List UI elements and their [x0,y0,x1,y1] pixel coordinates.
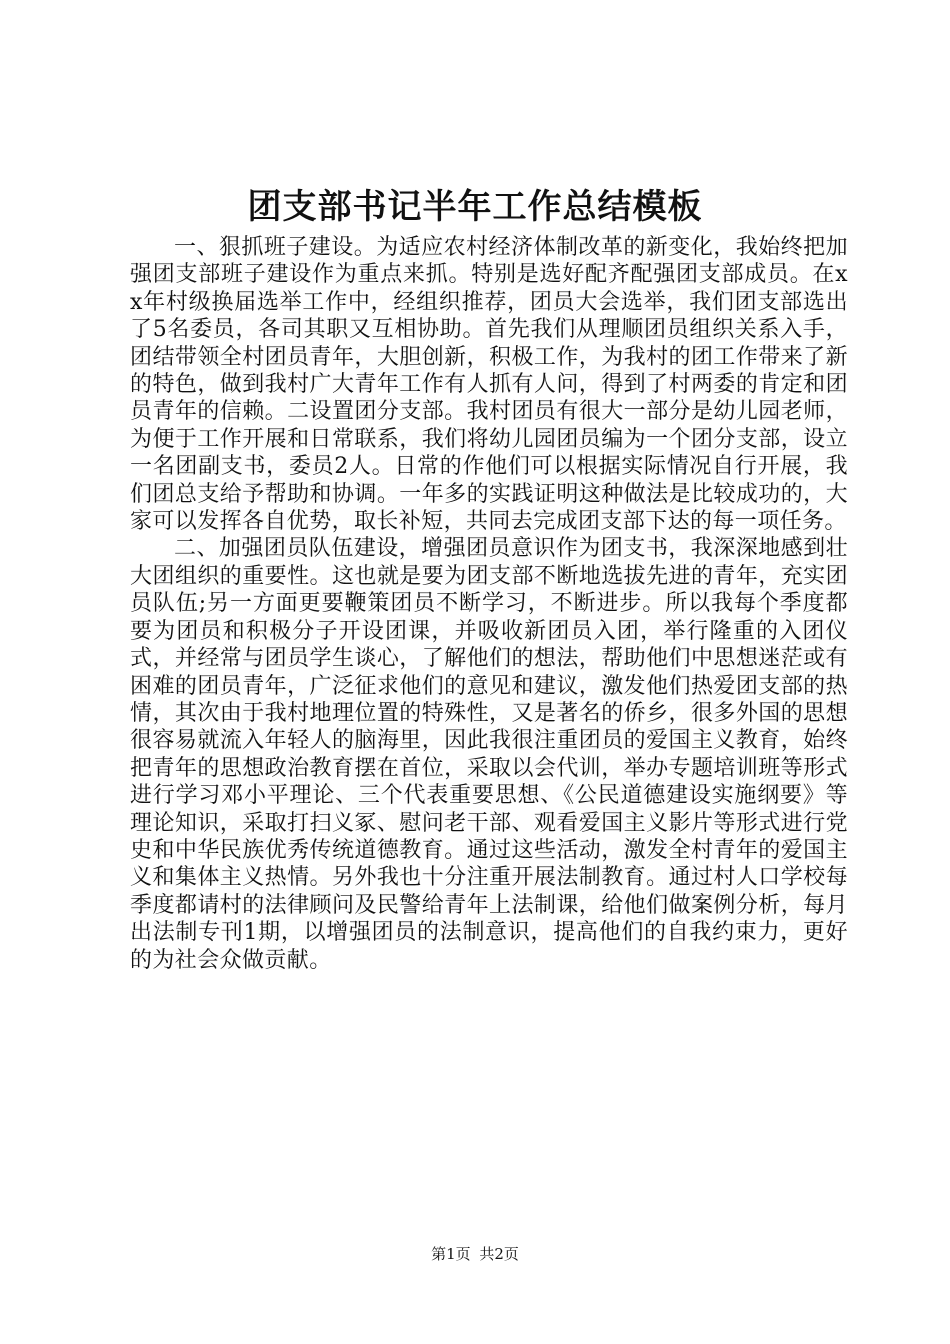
total-pages: 共2页 [479,1245,519,1263]
document-body [130,234,848,974]
paragraph-1: 一、狠抓班子建设。为适应农村经济体制改革的新变化，我始终把加强团支部班子建设作为重点来抓。特别是选好配齐配强团支部成员。在xx年村级换届选举工作中，经组织推荐，团员大会选举，我们团支部选出了5名委员，各司其职又互相协助。首先我们从理顺团员组织关系入手，团结带领全村团员青年，大胆创新，积极工作，为我村的团工作带来了新的特色，做到我村广大青年工作有人抓有人问，得到了村两委的肯定和团员青年的信赖。二设置团分支部。我村团员有很大一部分是幼儿园老师，为便于工作开展和日常联系，我们将幼儿园团员编为一个团分支部，设立一名团副支书，委员2人。日常的作他们可以根据实际情况自行开展，我们团总支给予帮助和协调。一年多的实践证明这种做法是比较成功的，大家可以发挥各自优势，取长补短，共同去完成团支部下达的每一项任务。 [130,235,848,535]
paragraph-2: 二、加强团员队伍建设，增强团员意识作为团支书，我深深地感到壮大团组织的重要性。这也就是要为团支部不断地选拔先进的青年，充实团员队伍;另一方面更要鞭策团员不断学习，不断进步。所以我每个季度都要为团员和积极分子开设团课，并吸收新团员入团，举行隆重的入团仪式，并经常与团员学生谈心，了解他们的想法，帮助他们中思想迷茫或有困难的团员青年，广泛征求他们的意见和建议，激发他们热爱团支部的热情，其次由于我村地理位置的特殊性，又是著名的侨乡，很多外国的思想很容易就流入年轻人的脑海里，因此我很注重团员的爱国主义教育，始终把青年的思想政治教育摆在首位，采取以会代训，举办专题培训班等形式进行学习邓小平理论、三个代表重要思想、《公民道德建设实施纲要》等理论知识，采取打扫义冢、慰问老干部、观看爱国主义影片等形式进行党史和中华民族优秀传统道德教育。通过这些活动，激发全村青年的爱国主义和集体主义热情。另外我也十分注重开展法制教育。通过村人口学校每季度都请村的法律顾问及民警给青年上法制课，给他们做案例分析，每月出法制专刊1期，以增强团员的法制意识，提高他们的自我约束力，更好的为社会众做贡献。 [130,536,848,973]
page-footer [0,1243,950,1265]
current-page-number: 第1页 [431,1245,471,1263]
document-title: 团支部书记半年工作总结模板 [247,187,703,227]
